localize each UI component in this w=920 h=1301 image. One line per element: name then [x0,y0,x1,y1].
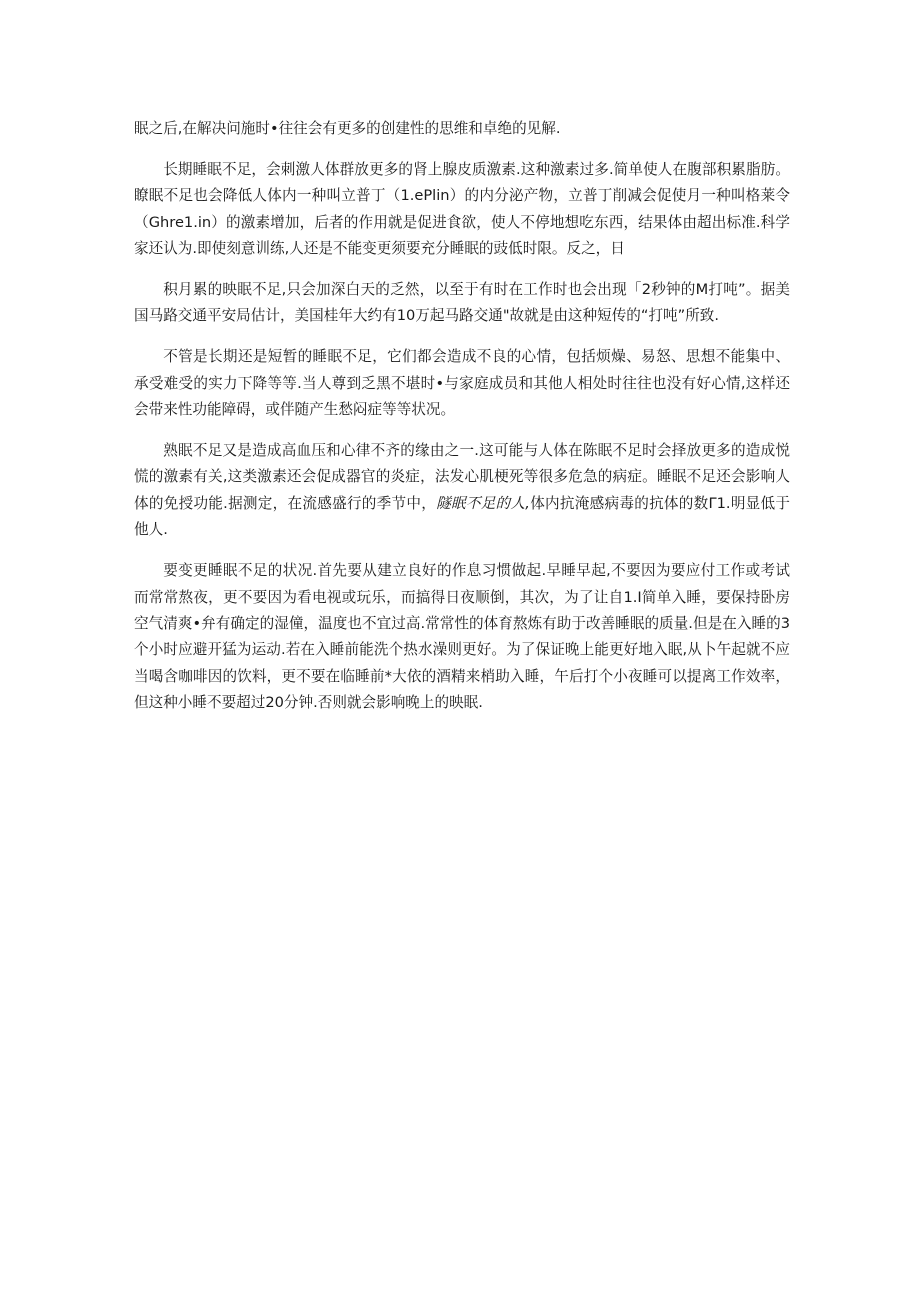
paragraph-2: 长期睡眠不足，会刺激人体群放更多的肾上腺皮质激素.这种激素过多.简单使人在腹部积累脂肪。瞭眠不足也会降低人体内一种叫立普丁（1.ePlin）的内分泌产物，立普丁削减会促使月一种叫格莱令（Ghre1.in）的激素增加，后者的作用就是促进食欲，使人不停地想吃东西，结果体由超出标准.科学家还认为.即使刻意训练,人还是不能变更须要充分睡眠的豉低时限。反之，日 [134,160,790,258]
paragraph-3: 积月累的映眠不足,只会加深白天的乏然，以至于有时在工作时也会出现「2秒钟的M打吨”。据美国马路交通平安局估计，美国桂年大约有10万起马路交通"故就是由这种短传的“打吨”所致. [134,281,790,325]
paragraph-5-text-after: 体内抗淹感病毒的抗体的数Γ1.明显低于他人. [134,494,790,539]
paragraph-5-text-before: 熟眠不足又是造成高血压和心律不齐的缘由之一.这可能与人体在陈眠不足时会择放更多的造成悦慌的激素有关,这类激素还会促成器官的炎症，法发心肌梗死等很多危急的病症。睡眠不足还会影响人体的免授功能.据测定，在流感盛行的季节中， [134,442,790,512]
paragraph-5 [134,438,790,544]
paragraph-5-italic-text: 隧眠不足的人, [436,494,530,512]
paragraph-1: 眠之后,在解决问施时•往往会有更多的创建性的思维和卓绝的见解. [134,120,561,137]
document-body [134,116,790,731]
paragraph-6: 要变更睡眠不足的状况.首先要从建立良好的作息习惯做起.早睡早起,不要因为要应付工作或考试而常常熬夜，更不要因为看电视或玩乐，而搞得日夜顺倒，其次，为了让自1.I简单入睡，要保持卧房空气清爽•弁有确定的湿僮，温度也不宜过高.常常性的体育熬炼有助于改善睡眠的质量.但是在入睡的3个小时应避开猛为运动.若在入睡前能洗个热水澡则更好。为了保证晚上能更好地入眠,从卜午起就不应当喝含咖啡因的饮料，更不要在临睡前*大依的酒精来梢助入睡，午后打个小夜睡可以提离工作效率，但这种小睡不要超过20分钟.否则就会影响晚上的映眠. [134,562,790,712]
paragraph-4: 不管是长期还是短暂的睡眠不足，它们都会造成不良的心情，包括烦燥、易怒、思想不能集中、承受难受的实力下降等等.当人尊到乏黑不堪时•与家庭成员和其他人相处时往往也没有好心情,这样还会带来性功能障碍，或伴随产生愁闷症等等状况。 [134,348,790,419]
